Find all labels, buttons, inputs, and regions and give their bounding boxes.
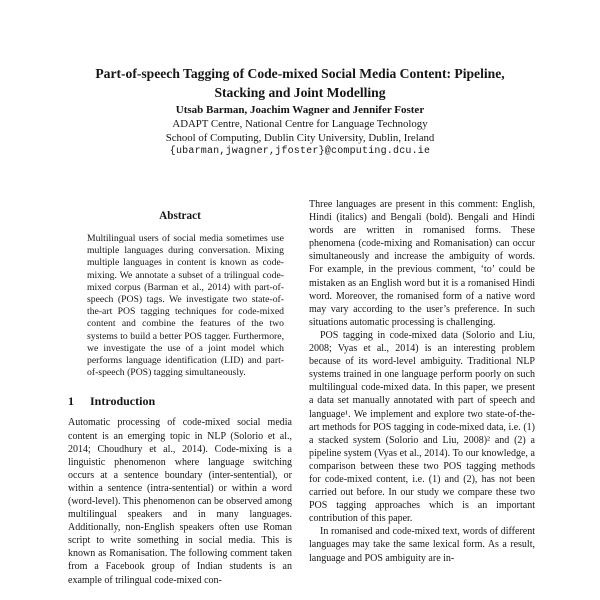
right-paragraph-2: POS tagging in code-mixed data (Solorio and Liu, 2008; Vyas et al., 2014) is an interesting problem because of its word-level ambiguity. Traditional NLP systems trained in one language perform poorly on such multilingual code-mixed data. In this paper, we present a data set manually annotated with part of speech and language¹. We implement and explore two state-of-the-art methods for POS tagging in code-mixed data, i.e. (1) a stacked system (Solorio and Liu, 2008)² and (2) a pipeline system (Vyas et al., 2014). To our knowledge, a comparison between these two POS tagging methods for code-mixed content, i.e. (1) and (2), has not been carried out before. In our study we compare these two POS tagging approaches which is an important contribution of this paper. bbox=[309, 329, 535, 525]
affiliation-line-1: ADAPT Centre, National Centre for Language Technology bbox=[172, 118, 428, 130]
introduction-paragraph-1: Automatic processing of code-mixed social media content is an emerging topic in NLP (Solorio et al., 2014; Choudhury et al., 2014). Code-mixing is a linguistic phenomenon where language switching occurs at a sentence boundary (inter-sentential), or within a sentence (intra-sentential) or within a word (word-level). This phenomenon can be observed among multilingual speakers and in many languages. Additionally, non-English speakers often use Roman script to write something in social media. This is known as Romanisation. The following comment taken from a Facebook group of Indian students is an example of trilingual code-mixed con- bbox=[68, 417, 292, 586]
right-paragraph-3: In romanised and code-mixed text, words of different languages may take the same lexical form. As a result, language and POS ambiguity are in- bbox=[309, 526, 535, 564]
left-column bbox=[68, 203, 292, 587]
paper-authors: Utsab Barman, Joachim Wagner and Jennifer Foster bbox=[175, 104, 425, 116]
abstract-body: Multilingual users of social media sometimes use multiple languages during conversation. Mixing multiple languages in content is known as code-mixing. We annotate a subset of a trilingual code-mixed corpus (Barman et al., 2014) with part-of-speech (POS) tags. We investigate two state-of-the-art POS tagging techniques for code-mixed content and combine the features of the two systems to build a better POS tagger. Furthermore, we investigate the use of a joint model which performs language identification (LID) and part-of-speech (POS) tagging simultaneously. bbox=[87, 233, 284, 379]
section-heading-introduction bbox=[68, 394, 292, 408]
right-paragraph-1: Three languages are present in this comment: English, Hindi (italics) and Bengali (bold). Bengali and Hindi words are written in romanised forms. These phenomena (code-mixing and Romanisation) can occur simultaneously and increase the ambiguity of words. For example, in the previous comment, ‘to’ could be mistaken as an English word but it is a romanised Hindi word. Moreover, the romanised form of a native word may vary according to the user’s preference. In such situations automatic processing is challenging. bbox=[309, 199, 535, 328]
right-column bbox=[309, 198, 535, 565]
section-number: 1 bbox=[68, 394, 74, 409]
paper-title: Part-of-speech Tagging of Code-mixed Social Media Content: Pipeline, Stacking and Joint Modelling bbox=[95, 66, 505, 101]
affiliation-line-2: School of Computing, Dublin City University, Dublin, Ireland bbox=[165, 131, 435, 144]
abstract-heading: Abstract bbox=[159, 210, 201, 222]
author-emails: {ubarman,jwagner,jfoster}@computing.dcu.ie bbox=[169, 146, 431, 157]
section-title: Introduction bbox=[90, 394, 156, 409]
